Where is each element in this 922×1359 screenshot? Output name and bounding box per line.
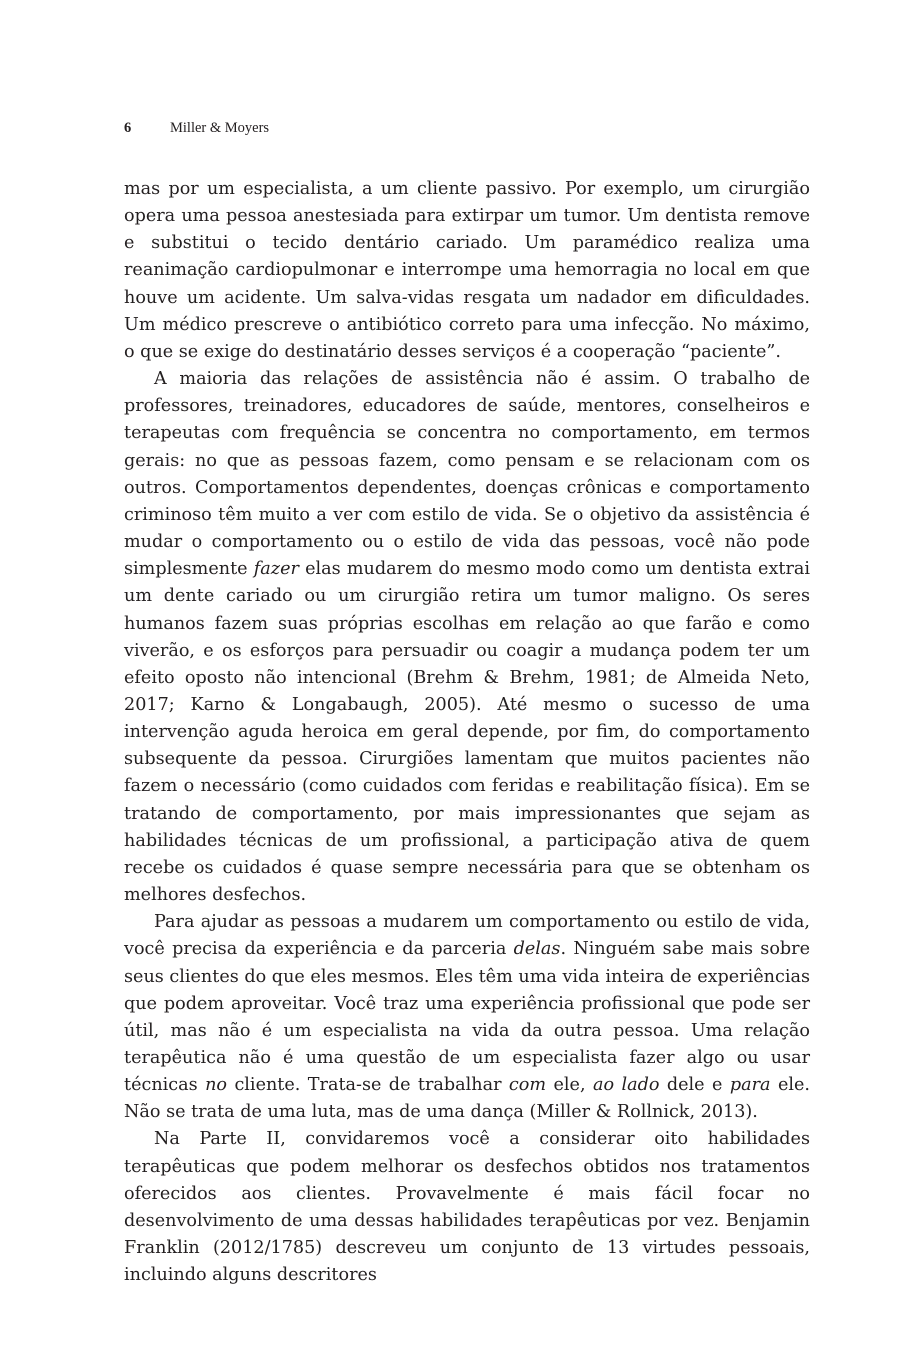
text-segment: Para ajudar as pessoas a mudarem um comportamento ou estilo de vida, você precisa da experiência e da parceria (124, 912, 810, 960)
text-segment: elas mudarem do mesmo modo como um dentista extrai um dente cariado ou um cirurgião retira um tumor maligno. Os seres humanos fazem suas próprias escolhas em relação ao que farão e como viverão, e os esforços para persuadir ou coagir a mudança podem ter um efeito oposto não intencional (Brehm & Brehm, 1981; de Almeida Neto, 2017; Karno & Longabaugh, 2005). Até mesmo o sucesso de uma intervenção aguda heroica em geral depende, por fim, do comportamento subsequente da pessoa. Cirurgiões lamentam que muitos pacientes não fazem o necessário (como cuidados com feridas e reabilitação física). Em se tratando de comportamento, por mais impressionantes que sejam as habilidades técnicas de um profissional, a participação ativa de quem recebe os cuidados é quase sempre necessária para que se obtenham os melhores desfechos. (124, 559, 810, 906)
italic-segment: delas (513, 939, 561, 960)
running-head (124, 118, 269, 138)
text-segment: mas por um especialista, a um cliente passivo. Por exemplo, um cirurgião opera uma pessoa anestesiada para extirpar um tumor. Um dentista remove e substitui o tecido dentário cariado. Um paramédico realiza uma reanimação cardiopulmonar e interrompe uma hemorragia no local em que houve um acidente. Um salva-vidas resgata um nadador em dificuldades. Um médico prescreve o antibiótico correto para uma infecção. No máximo, o que se exige do destinatário desses serviços é a cooperação “paciente”. (124, 179, 810, 362)
paragraph-2 (124, 366, 810, 909)
running-head-authors: Miller & Moyers (170, 120, 270, 136)
italic-segment: fazer (253, 559, 299, 580)
text-segment: Na Parte II, convidaremos você a considerar oito habilidades terapêuticas que podem melhorar os desfechos obtidos nos tratamentos oferecidos aos clientes. Provavelmente é mais fácil focar no desenvolvimento de uma dessas habilidades terapêuticas por vez. Benjamin Franklin (2012/1785) descreveu um conjunto de 13 virtudes pessoais, incluindo alguns descritores (124, 1129, 810, 1286)
italic-segment: com (508, 1075, 547, 1096)
text-segment: A maioria das relações de assistência não é assim. O trabalho de professores, treinadores, educadores de saúde, mentores, conselheiros e terapeutas com frequência se concentra no comportamento, em termos gerais: no que as pessoas fazem, como pensam e se relacionam com os outros. Comportamentos dependentes, doenças crônicas e comportamento criminoso têm muito a ver com estilo de vida. Se o objetivo da assistência é mudar o comportamento ou o estilo de vida das pessoas, você não pode simplesmente (124, 369, 810, 580)
text-segment: dele e (659, 1075, 730, 1096)
paragraph-4 (124, 1126, 810, 1289)
page-number: 6 (124, 120, 132, 136)
paragraph-3 (124, 909, 810, 1126)
text-segment: cliente. Trata-se de trabalhar (227, 1075, 509, 1096)
italic-segment: no (205, 1075, 228, 1096)
text-segment: ele. Não se trata de uma luta, mas de uma dança (Miller & Rollnick, 2013). (124, 1075, 810, 1123)
italic-segment: ao lado (592, 1075, 660, 1096)
paragraph-1 (124, 176, 810, 366)
text-segment: ele, (546, 1075, 593, 1096)
body-text (124, 176, 810, 1289)
text-segment: . Ninguém sabe mais sobre seus clientes do que eles mesmos. Eles têm uma vida inteira de experiências que podem aproveitar. Você traz uma experiência profissional que pode ser útil, mas não é um especialista na vida da outra pessoa. Uma relação terapêutica não é uma questão de um especialista fazer algo ou usar técnicas (124, 939, 810, 1096)
italic-segment: para (729, 1075, 771, 1096)
